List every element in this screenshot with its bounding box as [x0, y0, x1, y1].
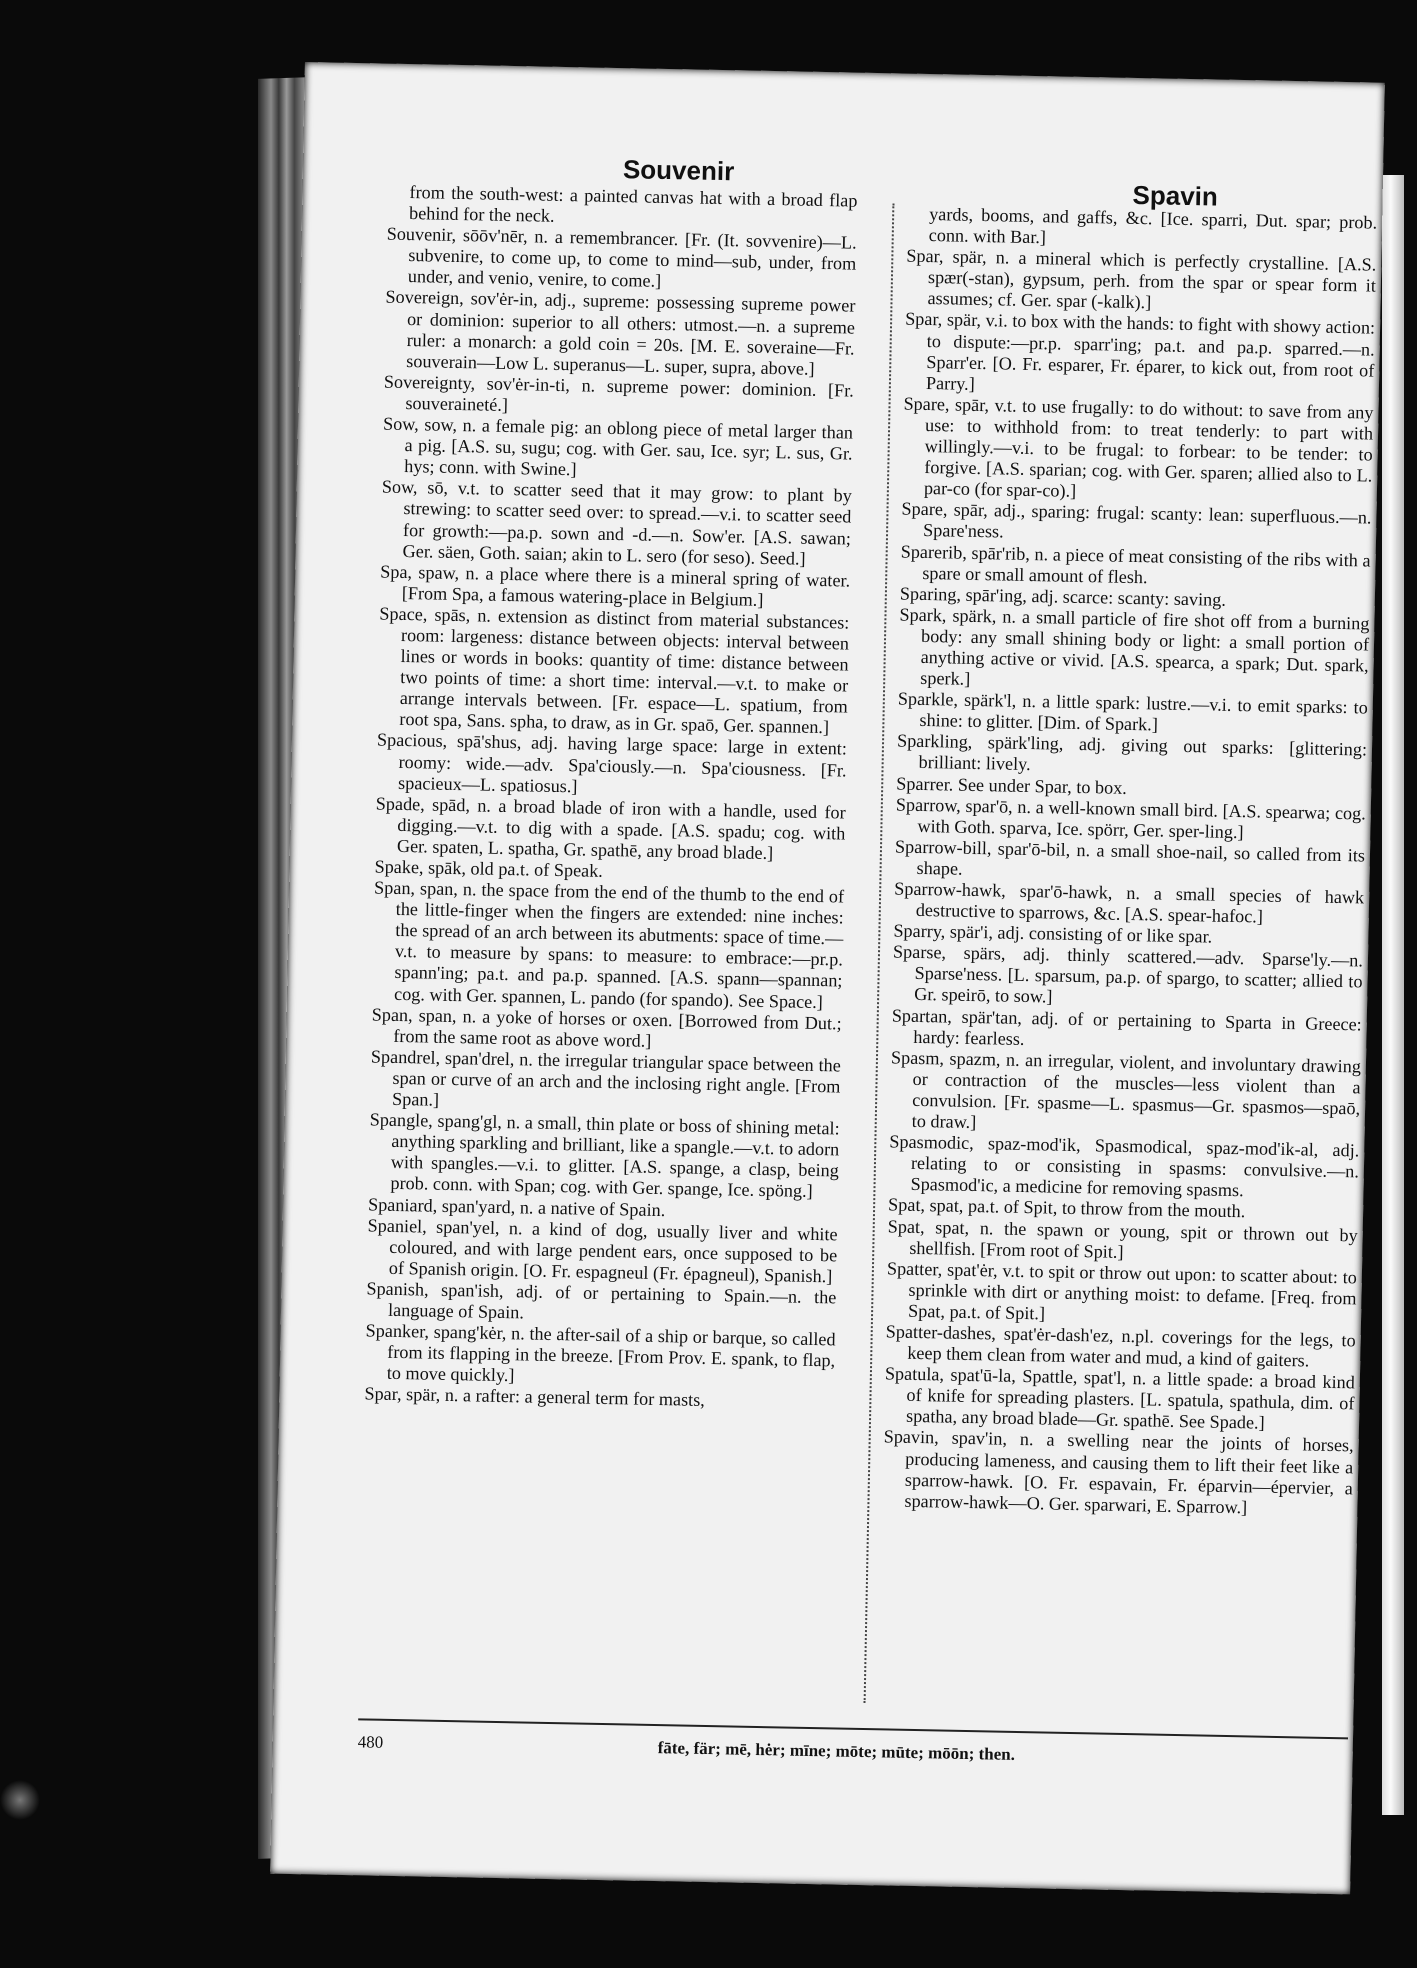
dictionary-entry: Spangle, spang'gl, n. a small, thin plate or boss of shining metal: anything sparkling and brilliant, like a spangle.—v.t. to adorn with spangles.—v.i. to glitter. [A.S. spange, a clasp, being prob. conn. with Span; cog. with Ger. spange, Ice. spöng.] [369, 1109, 840, 1202]
dictionary-entry: Spar, spär, n. a mineral which is perfectly crystalline. [A.S. spær(-stan), gypsum, perh. from the spar or spear form it assumes; cf. Ger. spar (-kalk).] [906, 245, 1377, 313]
dictionary-entry: Sparrow-bill, spar'ō-bil, n. a small shoe-nail, so called from its shape. [894, 836, 1366, 879]
header-right-word: Spavin [1132, 179, 1219, 212]
dictionary-entry: Sparrer. See under Spar, to box. [896, 773, 1128, 798]
header-left-word: Souvenir [622, 154, 735, 187]
left-column [364, 182, 857, 1414]
dictionary-entry: Span, span, n. a yoke of horses or oxen. [Borrowed from Dut.; from the same root as above word.] [371, 1004, 842, 1051]
dictionary-entry: Spare, spār, v.t. to use frugally: to do without: to save from any use: to withhold from: to treat tenderly: to part with willingly.—v.i. to be frugal: to forbear: to be tender: to forgive. [A.S. sparian; cog. with Ger. sparen; allied also to L. par-co (for spar-co).] [903, 393, 1374, 502]
dictionary-entry: Sow, sow, n. a female pig: an oblong piece of metal larger than a pig. [A.S. su, sugu; cog. with Ger. sau, Ice. syr; L. sus, Gr. hys; conn. with Swine.] [382, 413, 854, 480]
lens-smudge [0, 1780, 40, 1820]
dictionary-entry: Spandrel, span'drel, n. the irregular triangular space between the span or curve of an arch and the inclosing right angle. [From Span.] [370, 1046, 842, 1110]
dictionary-entry: Souvenir, sōōv'nēr, n. a remembrancer. [Fr. (It. sovvenire)—L. subvenire, to come up, to come to mind—sub, under, from under, and venio, venire, to come.] [386, 223, 857, 292]
pronunciation-key: fāte, fär; mē, hėr; mīne; mōte; mūte; mōōn; then. [657, 1738, 1016, 1764]
dictionary-entry: Spanker, spang'kėr, n. the after-sail of a ship or barque, so called from its flapping in the breeze. [From Prov. E. spank, to flap, to move quickly.] [365, 1320, 836, 1386]
dictionary-entry: Sparerib, spār'rib, n. a piece of meat consisting of the ribs with a spare or small amount of flesh. [900, 541, 1371, 587]
dictionary-entry: Space, spās, n. extension as distinct from material substances: room: largeness: distance between objects: interval between lines or words in books: quantity of time: distance between two points of time: a short time: interval.—v.t. to make or arrange intervals between. [Fr. espace—L. spatium, from root spa, Sans. spha, to draw, as in Gr. spaō, Ger. spannen.] [379, 603, 850, 738]
dictionary-entry: Spatula, spat'ū-la, Spattle, spat'l, n. a little spade: a broad kind of knife for spreading plasters. [L. spatula, spathula, dim. of spatha, any broad blade—Gr. spathē. See Spade.] [884, 1363, 1356, 1434]
dictionary-entry: Sovereignty, sov'ėr-in-ti, n. supreme power: dominion. [Fr. souveraineté.] [383, 371, 854, 415]
right-column [882, 204, 1377, 1521]
dictionary-entry: Spanish, span'ish, adj. of or pertaining to Spain.—n. the language of Spain. [366, 1278, 837, 1323]
dictionary-entry: Spa, spaw, n. a place where there is a mineral spring of water. [From Spa, a famous watering-place in Belgium.] [380, 561, 851, 610]
dictionary-entry: Sovereign, sov'ėr-in, adj., supreme: possessing supreme power or dominion: superior to all others: utmost.—n. a supreme ruler: a monarch: a gold coin = 20s. [M. E. soveraine—Fr. souverain—Low L. superanus—L. super, supra, above.] [385, 287, 856, 379]
dictionary-entry: Sparse, spärs, adj. thinly scattered.—adv. Sparse'ly.—n. Sparse'ness. [L. sparsum, pa.p. of spargo, to scatter; allied to Gr. speirō, to sow.] [892, 941, 1364, 1007]
dictionary-entry: Spade, spād, n. a broad blade of iron with a handle, used for digging.—v.t. to dig with a spade. [A.S. spadu; cog. with Ger. spaten, L. spatha, Gr. spathē, any broad blade.] [375, 793, 846, 864]
dictionary-entry: Sparing, spār'ing, adj. scarce: scanty: saving. [899, 583, 1227, 610]
dictionary-entry: Sparry, spär'i, adj. consisting of or like spar. [893, 920, 1213, 947]
page-number: 480 [357, 1732, 384, 1752]
dictionary-entry: Sparkle, spärk'l, n. a little spark: lustre.—v.i. to emit sparks: to shine: to glitter. [Dim. of Spark.] [897, 688, 1368, 735]
dictionary-entry: Spartan, spär'tan, adj. of or pertaining to Sparta in Greece: hardy: fearless. [891, 1005, 1362, 1049]
dictionary-entry: Spasm, spazm, n. an irregular, violent, and involuntary drawing or contraction of the muscles—less violent than a convulsion. [Fr. spasme—L. spasmus—Gr. spasmos—spaō, to draw.] [890, 1047, 1362, 1133]
dictionary-entry: Sow, sō, v.t. to scatter seed that it may grow: to plant by strewing: to scatter seed over: to spread.—v.i. to scatter seed for growth:—pa.p. sown and -d.—n. Sow'er. [A.S. sawan; Ger. säen, Goth. saian; akin to L. sero (for seso). Seed.] [381, 476, 852, 569]
dictionary-entry: Spat, spat, pa.t. of Spit, to throw from the mouth. [887, 1194, 1246, 1222]
dictionary-entry: Spar, spär, v.i. to box with the hands: to fight with showy action: to dispute:—pr.p. sparr'ing; pa.t. and pa.p. sparred.—n. Sparr'er. [O. Fr. esparer, Fr. éparer, to kick out, from root of Parry.] [904, 309, 1376, 394]
dictionary-entry: Spake, spāk, old pa.t. of Speak. [374, 856, 604, 881]
page-edge [1382, 175, 1404, 1815]
dictionary-entry: Spat, spat, n. the spawn or young, spit or thrown out by shellfish. [From root of Spit.] [887, 1215, 1358, 1262]
dictionary-entry: Sparrow, spar'ō, n. a well-known small bird. [A.S. spearwa; cog. with Goth. sparva, Ice. spörr, Ger. sper-ling.] [895, 794, 1366, 842]
dictionary-entry: Sparrow-hawk, spar'ō-hawk, n. a small species of hawk destructive to sparrows, &c. [A.S. spear-hafoc.] [894, 878, 1365, 927]
dictionary-entry: Sparkling, spärk'ling, adj. giving out sparks: [glittering: brilliant: lively. [896, 730, 1368, 775]
dictionary-entry: Spacious, spā'shus, adj. having large space: large in extent: roomy: wide.—adv. Spa'ciously.—n. Spa'ciousness. [Fr. spacieux—L. spatiosus.] [376, 729, 848, 796]
dictionary-entry: Spaniel, span'yel, n. a kind of dog, usually liver and white coloured, and with large pendent ears, once supposed to be of Spanish origin. [O. Fr. espagneul (Fr. épagneul), Spanish.] [367, 1215, 838, 1287]
dictionary-entry: Spare, spār, adj., sparing: frugal: scanty: lean: superfluous.—n. Spare'ness. [901, 498, 1372, 542]
page-footer [358, 1718, 1348, 1769]
dictionary-entry: Spatter-dashes, spat'ėr-dash'ez, n.pl. coverings for the legs, to keep them clean from water and mud, a kind of gaiters. [885, 1321, 1356, 1371]
dictionary-entry: yards, booms, and gaffs, &c. [Ice. sparri, Dut. spar; prob. conn. with Bar.] [928, 204, 1378, 248]
dictionary-entry: Span, span, n. the space from the end of the thumb to the end of the little-finger when the fingers are extended: nine inches: the spread of an arch between its abutments: space of time.—v.t. to measure by spans: to measure: to embrace:—pr.p. spann'ing; pa.t. and pa.p. spanned. [A.S. spann—spannan; cog. with Ger. spannen, L. pando (for spando). See Space.] [373, 877, 845, 1012]
dictionary-entry: from the south-west: a painted canvas hat with a broad flap behind for the neck. [408, 182, 858, 226]
dictionary-entry: Spavin, spav'in, n. a swelling near the joints of horses, producing lameness, and causing them to lift their feet like a sparrow-hawk. [O. Fr. espavain, Fr. éparvin—épervier, a sparrow-hawk—O. Ger. sparwari, E. Sparrow.] [883, 1426, 1354, 1518]
dictionary-entry: Spar, spär, n. a rafter: a general term for masts, [364, 1383, 706, 1411]
dictionary-entry: Spatter, spat'ėr, v.t. to spit or throw out upon: to scatter about: to sprinkle with dirt or anything moist: to defame. [Freq. from Spat, pa.t. of Spit.] [886, 1258, 1358, 1324]
dictionary-entry: Spaniard, span'yard, n. a native of Spain. [367, 1193, 666, 1220]
dictionary-entry: Spark, spärk, n. a small particle of fire shot off from a burning body: any small shining body or light: a small portion of anything active or vivid. [A.S. spearca, a spark; Dut. spark, sperk.] [899, 604, 1370, 689]
dictionary-page [270, 62, 1385, 1894]
dictionary-entry: Spasmodic, spaz-mod'ik, Spasmodical, spaz-mod'ik-al, adj. relating to or consisting in spasms: convulsive.—n. Spasmod'ic, a medicine for removing spasms. [889, 1131, 1360, 1201]
